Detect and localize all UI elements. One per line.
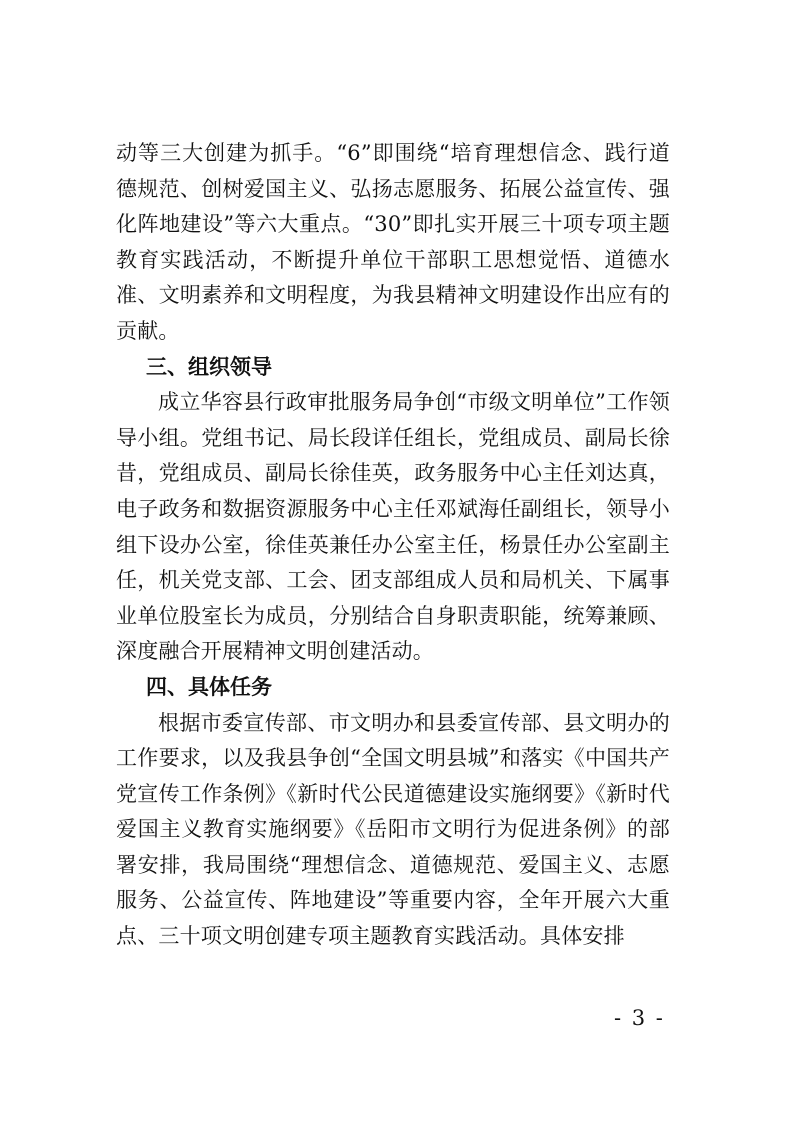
section-heading-organization-leadership: 三、组织领导 <box>146 354 272 379</box>
section-heading-specific-tasks: 四、具体任务 <box>146 674 272 699</box>
document-body <box>116 136 670 955</box>
paragraph-continued-goals: 动等三大创建为抓手。“6”即围绕“培育理想信念、践行道德规范、创树爱国主义、弘扬志愿服务、拓展公益宣传、强化阵地建设”等六大重点。“30”即扎实开展三十项专项主题教育实践活动，不断提升单位干部职工思想觉悟、道德水准、文明素养和文明程度，为我县精神文明建设作出应有的贡献。 <box>116 141 670 343</box>
page-number: - 3 - <box>614 1006 665 1030</box>
paragraph-specific-tasks: 根据市委宣传部、市文明办和县委宣传部、县文明办的工作要求，以及我县争创“全国文明县城”和落实《中国共产党宣传工作条例》《新时代公民道德建设实施纲要》《新时代爱国主义教育实施纲要》《岳阳市文明行为促进条例》的部署安排，我局围绕“理想信念、道德规范、爱国主义、志愿服务、公益宣传、阵地建设”等重要内容，全年开展六大重点、三十项文明创建专项主题教育实践活动。具体安排 <box>116 710 670 949</box>
paragraph-leadership-group: 成立华容县行政审批服务局争创“市级文明单位”工作领导小组。党组书记、局长段详任组长，党组成员、副局长徐昔，党组成员、副局长徐佳英，政务服务中心主任刘达真，电子政务和数据资源服务中心主任邓斌海任副组长，领导小组下设办公室，徐佳英兼任办公室主任，杨景任办公室副主任，机关党支部、工会、团支部组成人员和局机关、下属事业单位股室长为成员，分别结合自身职责职能，统筹兼顾、深度融合开展精神文明创建活动。 <box>116 390 670 664</box>
